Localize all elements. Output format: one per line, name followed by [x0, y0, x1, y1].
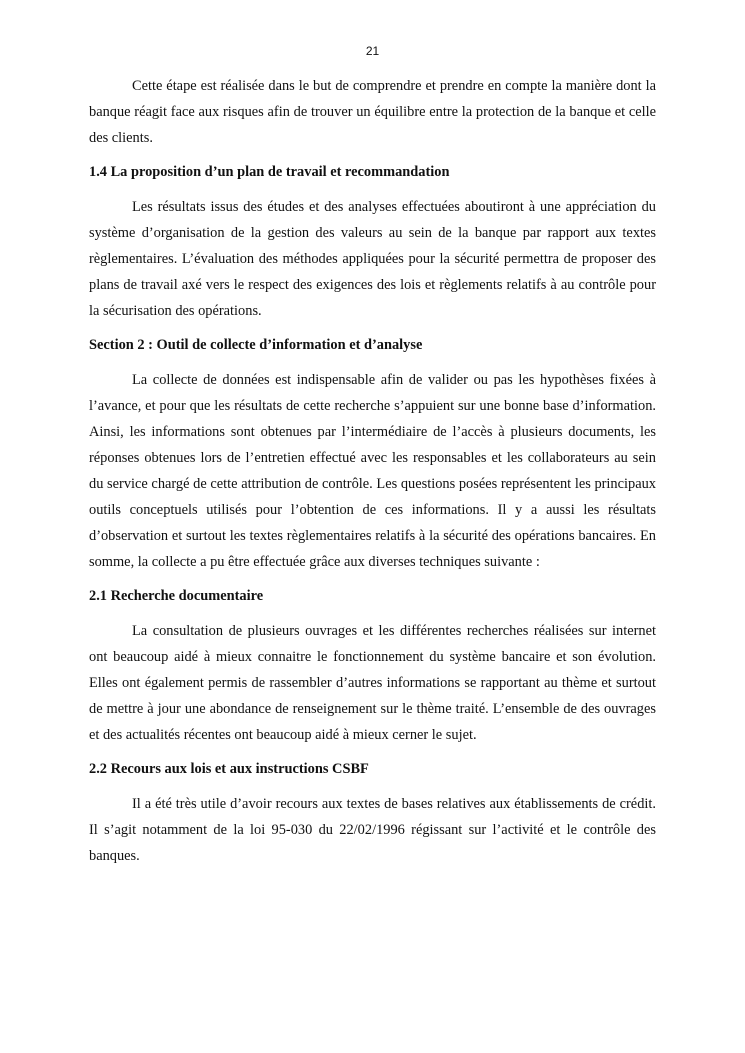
section-heading: Section 2 : Outil de collecte d’information et d’analyse — [89, 337, 423, 353]
section-heading: 2.2 Recours aux lois et aux instructions CSBF — [89, 761, 369, 777]
page-body — [89, 73, 656, 877]
paragraph: Il a été très utile d’avoir recours aux textes de bases relatives aux établissements de crédit. Il s’agit notamment de la loi 95-030 du 22/02/1996 régissant sur l’activité et le contrôle des banques. — [89, 796, 656, 864]
page-number: 21 — [365, 44, 380, 58]
paragraph: Cette étape est réalisée dans le but de comprendre et prendre en compte la manière dont la banque réagit face aux risques afin de trouver un équilibre entre la protection de la banque et celle des clients. — [89, 78, 656, 146]
section-heading: 1.4 La proposition d’un plan de travail et recommandation — [89, 164, 450, 180]
paragraph: La collecte de données est indispensable afin de valider ou pas les hypothèses fixées à l’avance, et pour que les résultats de cette recherche s’appuient sur une bonne base d’information. Ainsi, les informations sont obtenues par l’intermédiaire de l’accès à plusieurs documents, les réponses obtenues lors de l’entretien effectué avec les responsables et les collaborateurs au sein du service chargé de cette attribution de contrôle. Les questions posées représentent les principaux outils conceptuels utilisés pour l’obtention de ces informations. Il y a aussi les résultats d’observation et surtout les textes règlementaires relatifs à la sécurité des opérations bancaires. En somme, la collecte a pu être effectuée grâce aux diverses techniques suivante : — [89, 372, 656, 570]
paragraph: La consultation de plusieurs ouvrages et les différentes recherches réalisées sur internet ont beaucoup aidé à mieux connaitre le fonctionnement du système bancaire et son évolution. Elles ont également permis de rassembler d’autres informations se rapportant au thème et surtout de mettre à jour une abondance de renseignement sur le thème traité. L’ensemble de des ouvrages et des actualités récentes ont beaucoup aidé à mieux cerner le sujet. — [89, 623, 656, 743]
section-heading: 2.1 Recherche documentaire — [89, 588, 264, 604]
paragraph: Les résultats issus des études et des analyses effectuées aboutiront à une appréciation du système d’organisation de la gestion des valeurs au sein de la banque par rapport aux textes règlementaires. L’évaluation des méthodes appliquées pour la sécurité permettra de proposer des plans de travail axé vers le respect des exigences des lois et règlements relatifs à au contrôle pour la sécurisation des opérations. — [89, 199, 656, 319]
